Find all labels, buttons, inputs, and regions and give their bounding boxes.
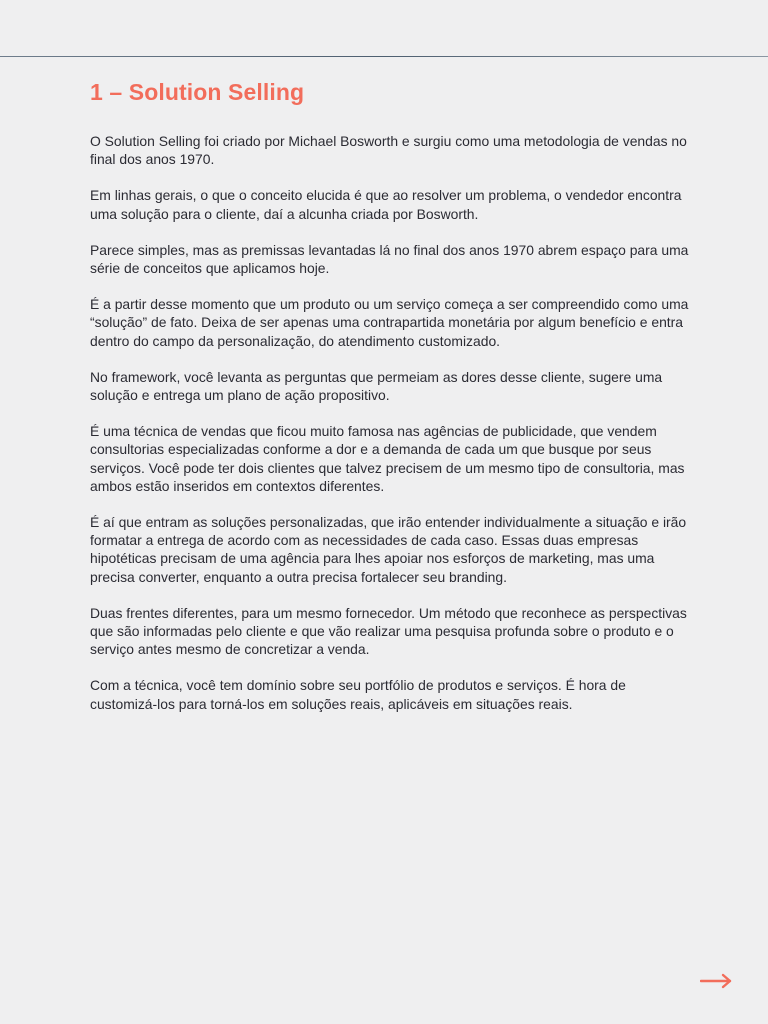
paragraph-2: Em linhas gerais, o que o conceito elucida é que ao resolver um problema, o vendedor encontra uma solução para o cliente, daí a alcunha criada por Bosworth. [90, 187, 682, 222]
paragraph-8: Duas frentes diferentes, para um mesmo fornecedor. Um método que reconhece as perspectivas que são informadas pelo cliente e que vão realizar uma pesquisa profunda sobre o produto e o serviço antes mesmo de concretizar a venda. [90, 604, 687, 658]
paragraph-5: No framework, você levanta as perguntas que permeiam as dores desse cliente, sugere uma solução e entrega um plano de ação propositivo. [90, 368, 663, 404]
paragraph-6: É uma técnica de vendas que ficou muito famosa nas agências de publicidade, que vendem consultorias especializadas conforme a dor e a demanda de cada um que busque por seus serviços. Você pode ter dois clientes que talvez precisem de um mesmo tipo de consultoria, mas ambos estão inseridos em contextos diferentes. [90, 423, 685, 494]
header-divider [0, 56, 768, 57]
next-page-button[interactable] [700, 970, 734, 990]
document-body [90, 78, 690, 731]
section-title: 1 – Solution Selling [90, 79, 305, 105]
paragraph-9: Com a técnica, você tem domínio sobre seu portfólio de produtos e serviços. É hora de customizá-los para torná-los em soluções reais, aplicáveis em situações reais. [90, 677, 626, 712]
paragraph-4: É a partir desse momento que um produto ou um serviço começa a ser compreendido como uma “solução” de fato. Deixa de ser apenas uma contrapartida monetária por algum benefício e entra dentro do campo da personalização, do atendimento customizado. [90, 296, 689, 349]
paragraph-3: Parece simples, mas as premissas levantadas lá no final dos anos 1970 abrem espaço para uma série de conceitos que aplicamos hoje. [90, 241, 689, 277]
paragraph-7: É aí que entram as soluções personalizadas, que irão entender individualmente a situação e irão formatar a entrega de acordo com as necessidades de cada caso. Essas duas empresas hipotéticas precisam de uma agência para lhes apoiar nos esforços de marketing, mas uma precisa converter, enquanto a outra precisa fortalecer seu branding. [90, 514, 687, 585]
arrow-right-icon [700, 970, 734, 990]
paragraph-1: O Solution Selling foi criado por Michael Bosworth e surgiu como uma metodologia de vendas no final dos anos 1970. [90, 133, 687, 168]
